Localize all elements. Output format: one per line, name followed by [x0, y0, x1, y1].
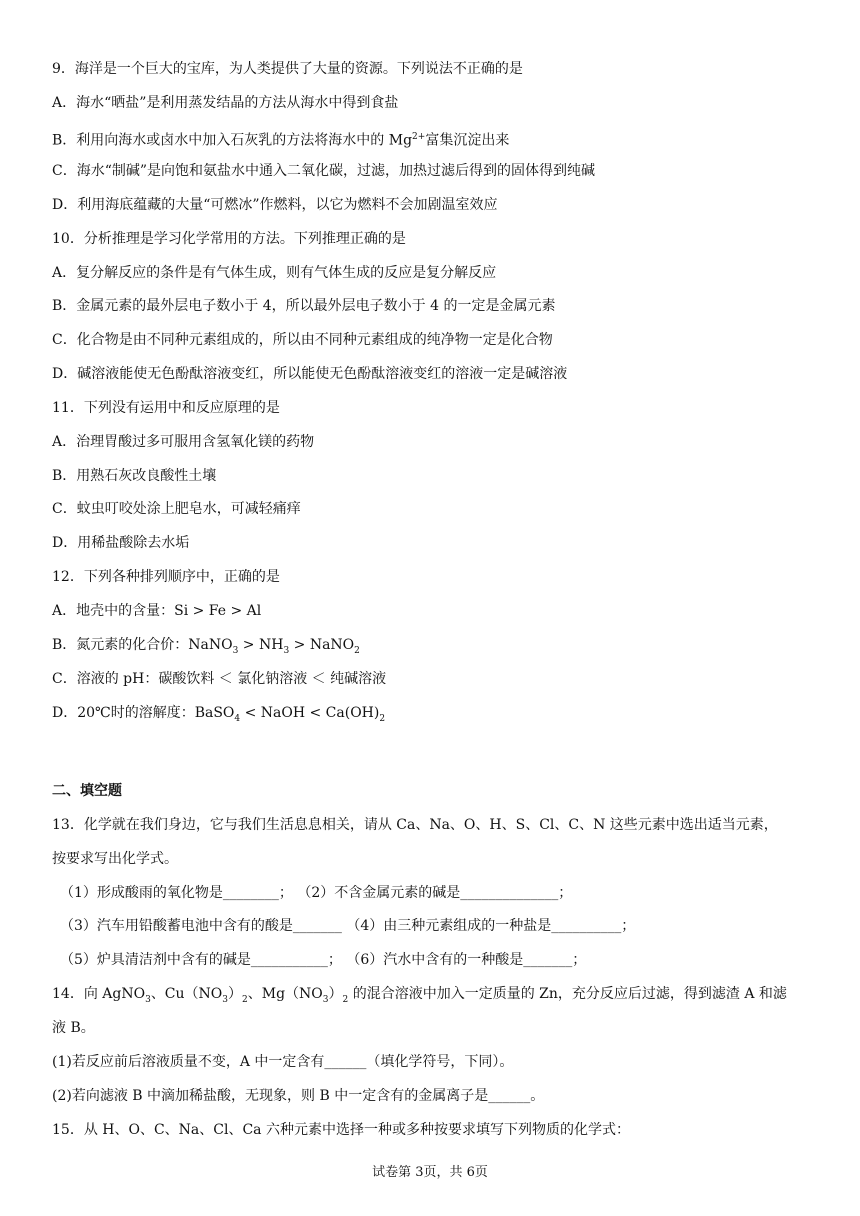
- q11-option-c: C．蚊虫叮咬处涂上肥皂水，可减轻痛痒: [52, 501, 301, 517]
- q12-option-d: D．20℃时的溶解度：BaSO$_4$ < NaOH < $Ca(OH)_2$: [52, 705, 386, 724]
- q12-option-b: B．氮元素的化合价：NaNO$_3$ > $NH_3$ > NaNO$_2$: [52, 637, 360, 656]
- section-title: 二、填空题: [52, 783, 122, 799]
- q13-stem-line2: 按要求写出化学式。: [52, 851, 178, 867]
- q12-option-c: C．溶液的 pH：碳酸饮料 ＜ 氯化钠溶液 ＜ 纯碱溶液: [52, 671, 387, 687]
- q9-option-d: D．利用海底蕴藏的大量“可燃冰”作燃料，以它为燃料不会加剧温室效应: [52, 197, 498, 213]
- q11-stem: 11．下列没有运用中和反应原理的是: [52, 400, 280, 416]
- q11-option-d: D．用稀盐酸除去水垢: [52, 535, 190, 551]
- q15-stem: 15．从 H、O、C、Na、Cl、Ca 六种元素中选择一种或多种按要求填写下列物质的化学式：: [52, 1122, 630, 1138]
- q12-option-a: A．地壳中的含量：Si > Fe > Al: [52, 603, 262, 619]
- q12-stem: 12．下列各种排列顺序中，正确的是: [52, 569, 280, 585]
- q9-option-b: B．利用向海水或卤水中加入石灰乳的方法将海水中的 $Mg^{2+}$富集沉淀出来: [52, 132, 510, 149]
- q14-stem-line2: 液 B。: [52, 1020, 95, 1036]
- q13-row-2: （3）汽车用铅酸蓄电池中含有的酸是_______ （4）由三种元素组成的一种盐是__________；: [60, 918, 636, 934]
- q9-option-a: A．海水“晒盐”是利用蒸发结晶的方法从海水中得到食盐: [52, 95, 399, 111]
- q13-stem-line1: 13．化学就在我们身边，它与我们生活息息相关，请从 Ca、Na、O、H、S、Cl、C、N 这些元素中选出适当元素，: [52, 817, 778, 833]
- q9-stem: 9．海洋是一个巨大的宝库，为人类提供了大量的资源。下列说法不正确的是: [52, 61, 523, 77]
- q13-row-3: （5）炉具清洁剂中含有的碱是___________； （6）汽水中含有的一种酸是_______；: [60, 952, 587, 968]
- q10-option-b: B．金属元素的最外层电子数小于 4，所以最外层电子数小于 4 的一定是金属元素: [52, 298, 556, 314]
- q13-row-1: （1）形成酸雨的氧化物是________； （2）不含金属元素的碱是______________；: [60, 885, 573, 901]
- q11-option-b: B．用熟石灰改良酸性土壤: [52, 468, 217, 484]
- q14-stem-line1: 14．向 AgNO$_3$、$Cu(NO_3)_2$、$Mg(NO_3)_2$ 的混合溶液中加入一定质量的 Zn，充分反应后过滤，得到滤渣 A 和滤: [52, 986, 787, 1005]
- q10-option-d: D．碱溶液能使无色酚酞溶液变红，所以能使无色酚酞溶液变红的溶液一定是碱溶液: [52, 366, 568, 382]
- page-footer: 试卷第 3页，共 6页: [372, 1165, 488, 1180]
- q10-option-a: A．复分解反应的条件是有气体生成，则有气体生成的反应是复分解反应: [52, 265, 497, 281]
- q11-option-a: A．治理胃酸过多可服用含氢氧化镁的药物: [52, 434, 315, 450]
- q9-option-c: C．海水“制碱”是向饱和氨盐水中通入二氧化碳，过滤，加热过滤后得到的固体得到纯碱: [52, 163, 596, 179]
- q14-part-2: (2)若向滤液 B 中滴加稀盐酸，无现象，则 B 中一定含有的金属离子是______。: [52, 1088, 545, 1104]
- q14-part-1: (1)若反应前后溶液质量不变，A 中一定含有______（填化学符号，下同）。: [52, 1054, 514, 1070]
- q10-option-c: C．化合物是由不同种元素组成的，所以由不同种元素组成的纯净物一定是化合物: [52, 332, 553, 348]
- q10-stem: 10．分析推理是学习化学常用的方法。下列推理正确的是: [52, 231, 406, 247]
